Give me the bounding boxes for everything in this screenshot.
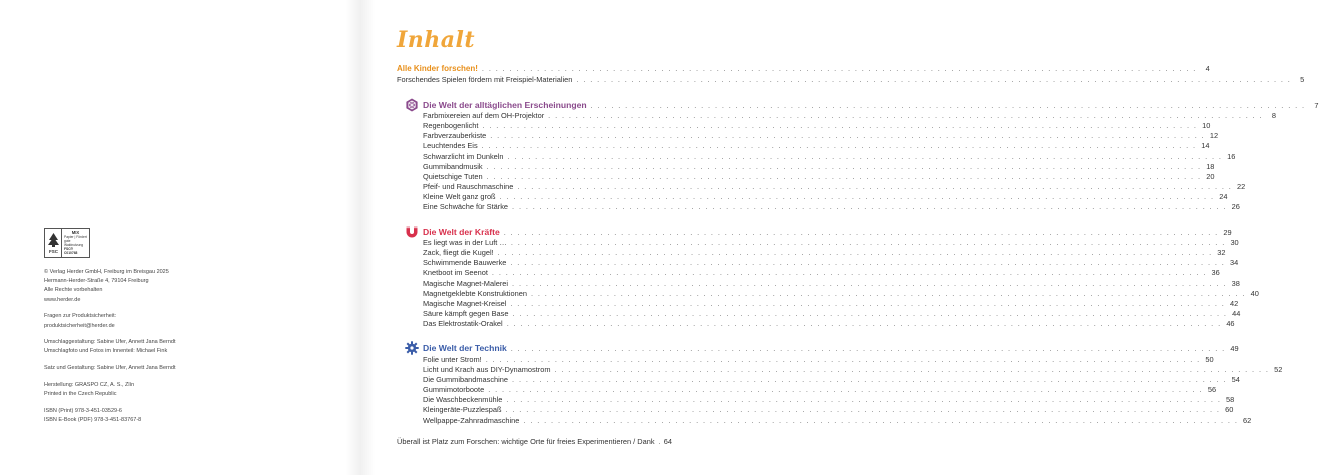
toc-dots xyxy=(554,365,1269,374)
fsc-text-1: Papier | Fördert xyxy=(64,235,87,239)
toc-section xyxy=(397,225,1259,329)
toc-entry-title: Gummimotorboote xyxy=(423,385,485,395)
toc-entry-page: 54 xyxy=(1231,375,1240,385)
toc-entry-page: 24 xyxy=(1219,191,1228,201)
toc-dots xyxy=(505,405,1220,414)
toc-entry[interactable] xyxy=(423,308,1241,319)
toc-dots xyxy=(492,268,1207,277)
toc-entry-title: Pfeif- und Rauschmaschine xyxy=(423,181,514,191)
toc-final xyxy=(397,437,672,447)
toc-entry-page: 7 xyxy=(1314,100,1319,110)
toc-entry-lead[interactable] xyxy=(397,74,1305,86)
toc-section-items xyxy=(423,354,1283,426)
toc-entry[interactable] xyxy=(423,278,1240,289)
toc-entry-page: 60 xyxy=(1225,405,1234,415)
toc-entry-page: 18 xyxy=(1206,161,1215,171)
fsc-logo-text: FSC xyxy=(48,249,58,254)
toc-dots xyxy=(512,375,1227,384)
imprint-block xyxy=(44,407,204,425)
toc-dots xyxy=(500,192,1215,201)
toc-entry-page: 20 xyxy=(1206,171,1215,181)
toc-entry-title: Farbverzauberkiste xyxy=(423,131,487,141)
toc-entry-title: Wellpappe-Zahnradmaschine xyxy=(423,415,520,425)
toc-section xyxy=(397,98,1319,212)
toc-entry-title: Die Waschbeckenmühle xyxy=(423,395,503,405)
toc-entry-title: Kleingeräte-Puzzlespaß xyxy=(423,405,502,415)
toc-entry-title: Farbmixereien auf dem OH-Projektor xyxy=(423,111,545,121)
toc-entry[interactable] xyxy=(423,365,1283,375)
toc-dots xyxy=(512,202,1227,211)
toc-entry-page: 34 xyxy=(1230,258,1239,268)
toc-entry-title: Die Welt der alltäglichen Erscheinungen xyxy=(423,99,587,110)
toc-dots xyxy=(504,228,1219,237)
toc-entry[interactable] xyxy=(423,121,1211,131)
toc-entry-title: Schwarzlicht im Dunkeln xyxy=(423,151,504,161)
imprint-line: produktsicherheit@herder.de xyxy=(44,322,115,329)
toc-entry-page: 40 xyxy=(1250,288,1259,298)
toc-entry-page: 62 xyxy=(1243,415,1252,425)
toc-entry[interactable] xyxy=(423,298,1239,309)
toc-entry-page: 26 xyxy=(1231,202,1240,212)
fsc-mix: MIX xyxy=(71,230,80,235)
imprint-line: © Verlag Herder GmbH, Freiburg im Breisgau 2025 xyxy=(44,269,169,275)
toc-entry-title: Regenbogenlicht xyxy=(423,121,479,131)
toc-entry[interactable] xyxy=(423,318,1235,329)
table-of-contents xyxy=(397,64,1319,447)
toc-entry[interactable] xyxy=(423,268,1220,278)
imprint-line: Fragen zur Produktsicherheit: xyxy=(44,313,117,320)
toc-dots xyxy=(511,238,1226,247)
toc-entry[interactable] xyxy=(423,258,1239,268)
imprint-line: Printed in the Czech Republic xyxy=(44,391,117,398)
toc-dots xyxy=(548,111,1263,120)
toc-entry-page: 30 xyxy=(1230,238,1239,248)
toc-entry[interactable] xyxy=(423,161,1215,172)
book-spine xyxy=(345,0,375,475)
toc-entry-title: Alle Kinder forschen! xyxy=(397,64,478,73)
toc-entry[interactable] xyxy=(423,111,1277,121)
toc-entry[interactable] xyxy=(423,151,1236,162)
toc-entry-page: 29 xyxy=(1223,227,1232,237)
toc-entry[interactable] xyxy=(423,131,1219,141)
toc-entry-final[interactable] xyxy=(397,437,672,447)
imprint-line: Alle Rechte vorbehalten xyxy=(44,287,103,294)
toc-dots xyxy=(591,101,1306,110)
imprint-block xyxy=(44,364,204,373)
toc-entry-title: Säure kämpft gegen Base xyxy=(423,308,509,318)
toc-dots xyxy=(482,121,1197,130)
toc-entry[interactable] xyxy=(423,288,1259,299)
toc-entry-page: 49 xyxy=(1230,344,1239,354)
toc-entry-title: Zack, fliegt die Kugel! xyxy=(423,248,494,258)
toc-entry-page: 52 xyxy=(1274,365,1283,375)
toc-entry-title: Folie unter Strom! xyxy=(423,354,482,364)
toc-entry-title: Licht und Krach aus DIY-Dynamostrom xyxy=(423,365,551,375)
toc-entry-title: Leuchtendes Eis xyxy=(423,141,478,151)
toc-dots xyxy=(508,152,1223,161)
toc-entry[interactable] xyxy=(423,385,1217,395)
fsc-text-2: gute Waldnutzung xyxy=(64,239,84,247)
toc-entry-page: 56 xyxy=(1207,385,1217,395)
toc-entry-title: Die Welt der Technik xyxy=(423,343,507,354)
toc-entry-page: 42 xyxy=(1230,298,1239,308)
toc-entry[interactable] xyxy=(423,248,1226,258)
toc-entry-title: Die Welt der Kräfte xyxy=(423,226,500,237)
toc-dots xyxy=(517,182,1232,191)
toc-entry-title: Eine Schwäche für Stärke xyxy=(423,202,509,212)
toc-entry[interactable] xyxy=(423,405,1234,415)
imprint xyxy=(44,228,204,433)
toc-entry[interactable] xyxy=(423,191,1228,202)
fsc-tree-icon xyxy=(45,229,62,257)
toc-entry-title: Das Elektrostatik-Orakel xyxy=(423,318,503,328)
toc-dots xyxy=(486,355,1201,364)
toc-entry-page: 36 xyxy=(1211,268,1220,278)
toc-entry-page: 22 xyxy=(1237,181,1246,191)
imprint-line: www.herder.de xyxy=(44,296,81,303)
toc-entry-page: 10 xyxy=(1202,121,1211,131)
toc-entry-title: Die Gummibandmaschine xyxy=(423,375,509,385)
imprint-block xyxy=(44,338,204,356)
toc-section-entry[interactable] xyxy=(423,227,1232,237)
toc-entry-lead[interactable] xyxy=(397,64,1210,75)
gem-icon xyxy=(405,98,419,112)
toc-section-items xyxy=(423,111,1277,212)
toc-entry-title: Kleine Welt ganz groß xyxy=(423,191,496,201)
toc-entry[interactable] xyxy=(423,238,1239,248)
imprint-line: Umschlagfoto und Fotos im Innenteil: Michael Fink xyxy=(44,348,168,355)
toc-dots xyxy=(523,416,1238,425)
gear-icon xyxy=(405,341,419,355)
toc-dots xyxy=(512,309,1227,318)
toc-entry-title: Magnetgeklebte Konstruktionen xyxy=(423,288,527,298)
toc-entry-title: Knetboot im Seenot xyxy=(423,268,488,278)
toc-dots xyxy=(576,75,1291,84)
imprint-line: Satz und Gestaltung: Sabine Ufer, Annett Jana Berndt xyxy=(44,365,176,372)
toc-entry-page: 64 xyxy=(663,436,672,446)
toc-entry-page: 4 xyxy=(1205,64,1210,73)
toc-entry-title: Überall ist Platz zum Forschen: wichtige Orte für freies Experimentieren / Dank xyxy=(397,436,655,446)
toc-entry-title: Es liegt was in der Luft … xyxy=(423,238,507,248)
toc-dots xyxy=(511,344,1226,353)
toc-dots xyxy=(490,131,1205,140)
toc-section-header xyxy=(397,225,1232,238)
toc-entry-title: Magische Magnet-Malerei xyxy=(423,278,509,288)
toc-entry[interactable] xyxy=(423,171,1215,182)
toc-dots xyxy=(487,172,1202,181)
toc-section-items xyxy=(423,238,1259,329)
toc-entry-page: 32 xyxy=(1217,248,1226,258)
toc-dots xyxy=(482,64,1197,73)
toc-entry-page: 44 xyxy=(1232,308,1241,318)
toc-entry-page: 12 xyxy=(1209,131,1219,141)
imprint-line: Hermann-Herder-Straße 4, 79104 Freiburg xyxy=(44,278,149,285)
toc-entry-title: Gummibandmusik xyxy=(423,161,483,171)
toc-entry-title: Magische Magnet-Kreisel xyxy=(423,298,507,308)
imprint-blocks xyxy=(44,268,204,425)
imprint-block xyxy=(44,268,204,305)
toc-entry-page: 46 xyxy=(1226,318,1235,328)
imprint-line: ISBN (Print) 978-3-451-03529-6 xyxy=(44,407,122,414)
toc-section-entry[interactable] xyxy=(423,343,1239,353)
toc-entry-page: 38 xyxy=(1231,278,1240,288)
toc-entry-page: 8 xyxy=(1271,111,1277,121)
toc-entry-page: 50 xyxy=(1205,354,1214,364)
imprint-block xyxy=(44,312,204,330)
toc-dots xyxy=(487,162,1202,171)
imprint-line: Herstellung: GRASPO CZ, A. S., Zlín xyxy=(44,381,135,388)
toc-section-header xyxy=(397,342,1239,355)
toc-entry[interactable] xyxy=(423,415,1252,426)
magnet-icon xyxy=(405,225,419,239)
toc-dots xyxy=(482,141,1197,150)
toc-lead xyxy=(397,64,1305,85)
toc-entry[interactable] xyxy=(423,202,1240,212)
toc-entry[interactable] xyxy=(423,375,1240,385)
toc-section xyxy=(397,342,1283,426)
toc-dots xyxy=(510,258,1225,267)
toc-dots xyxy=(488,385,1203,394)
toc-dots xyxy=(506,395,1221,404)
toc-entry-page: 16 xyxy=(1227,151,1236,161)
toc-entry-page: 14 xyxy=(1201,141,1210,151)
toc-entry[interactable] xyxy=(423,395,1235,405)
toc-dots xyxy=(531,289,1246,298)
toc-entry-page: 58 xyxy=(1226,395,1235,405)
toc-entry-page: 5 xyxy=(1300,74,1305,84)
toc-dots xyxy=(507,319,1222,328)
toc-entry-title: Forschendes Spielen fördern mit Freispiel-Materialien xyxy=(397,74,573,84)
toc-title: Inhalt xyxy=(397,27,476,53)
toc-entry-title: Schwimmende Bauwerke xyxy=(423,258,507,268)
toc-dots xyxy=(510,299,1225,308)
toc-entry[interactable] xyxy=(423,181,1246,192)
toc-dots xyxy=(512,279,1227,288)
imprint-block xyxy=(44,381,204,399)
toc-section-header xyxy=(397,98,1319,111)
toc-entry-title: Quietschige Tuten xyxy=(423,171,483,181)
imprint-line: Umschlaggestaltung: Sabine Ufer, Annett Jana Berndt xyxy=(44,339,176,346)
fsc-label xyxy=(44,228,90,258)
toc-entry[interactable] xyxy=(423,141,1210,151)
toc-dots xyxy=(498,248,1213,257)
imprint-line: ISBN E-Book (PDF) 978-3-451-83767-8 xyxy=(44,416,142,423)
toc-section-entry[interactable] xyxy=(423,100,1319,110)
toc-entry[interactable] xyxy=(423,354,1214,365)
fsc-code: FSC® C010768 xyxy=(64,247,78,255)
toc-sections xyxy=(397,98,1319,425)
